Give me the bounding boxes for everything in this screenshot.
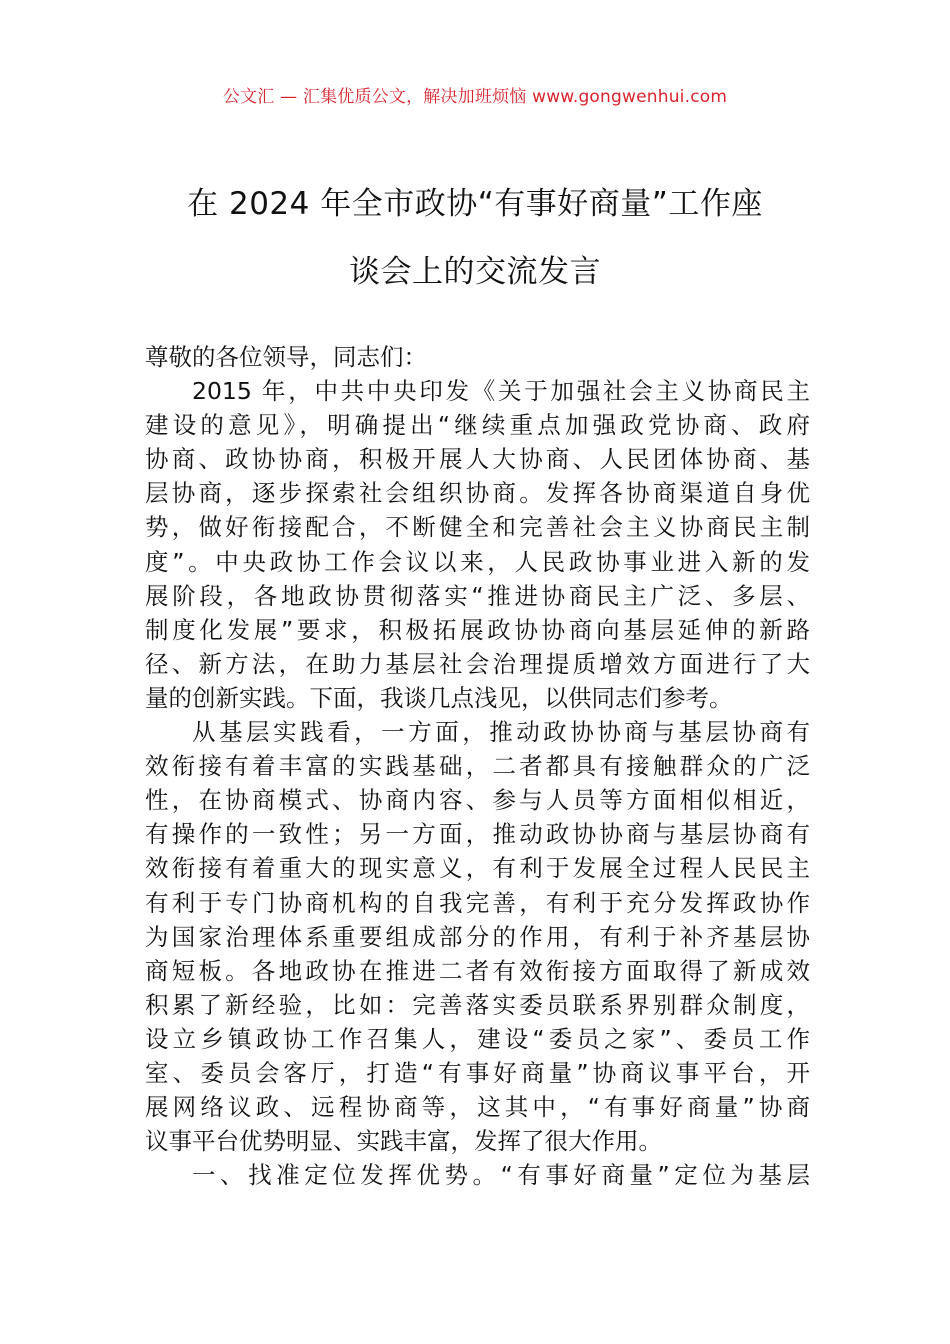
header-banner: 公文汇 — 汇集优质公文，解决加班烦恼 www.gongwenhui.com [222, 87, 728, 107]
paragraph-1-line: 2015 年，中共中央印发《关于加强社会主义协商民主 [192, 377, 810, 406]
paragraph-1-line: 制度化发展”要求，积极拓展政协协商向基层延伸的新路 [145, 615, 810, 644]
paragraph-2-line: 为国家治理体系重要组成部分的作用，有利于补齐基层协 [145, 922, 810, 951]
paragraph-2-line: 有利于专门协商机构的自我完善，有利于充分发挥政协作 [145, 888, 810, 917]
paragraph-2-line: 设立乡镇政协工作召集人，建设“委员之家”、委员工作 [145, 1024, 810, 1053]
title-line: 在 2024 年全市政协“有事好商量”工作座 [187, 186, 763, 222]
paragraph-1-line: 层协商，逐步探索社会组织协商。发挥各协商渠道自身优 [145, 479, 810, 508]
salutation: 尊敬的各位领导，同志们： [145, 343, 427, 371]
paragraph-1-line: 量的创新实践。下面，我谈几点浅见，以供同志们参考。 [145, 683, 733, 712]
paragraph-2-line: 性，在协商模式、协商内容、参与人员等方面相似相近， [145, 786, 810, 815]
paragraph-2-line: 有操作的一致性；另一方面，推动政协协商与基层协商有 [145, 820, 810, 849]
paragraph-1-line: 度”。中央政协工作会议以来，人民政协事业进入新的发 [145, 547, 810, 576]
paragraph-2-line: 商短板。各地政协在推进二者有效衔接方面取得了新成效 [145, 956, 810, 985]
paragraph-2-line: 议事平台优势明显、实践丰富，发挥了很大作用。 [145, 1127, 662, 1156]
paragraph-2-line: 室、委员会客厅，打造“有事好商量”协商议事平台，开 [145, 1058, 810, 1087]
paragraph-2-line: 效衔接有着重大的现实意义，有利于发展全过程人民民主 [145, 854, 810, 883]
paragraph-2-line: 从基层实践看，一方面，推动政协协商与基层协商有 [192, 718, 810, 747]
document-body [145, 340, 810, 1192]
title-line: 谈会上的交流发言 [349, 254, 601, 290]
paragraph-2-line: 展网络议政、远程协商等，这其中，“有事好商量”协商 [145, 1093, 810, 1122]
paragraph-1-line: 协商、政协协商，积极开展人大协商、人民团体协商、基 [145, 445, 810, 474]
paragraph-1-line: 建设的意见》，明确提出“继续重点加强政党协商、政府 [145, 411, 810, 440]
paragraph-1-line: 展阶段，各地政协贯彻落实“推进协商民主广泛、多层、 [145, 581, 810, 610]
paragraph-2-line: 效衔接有着丰富的实践基础，二者都具有接触群众的广泛 [145, 752, 810, 781]
paragraph-1-line: 径、新方法，在助力基层社会治理提质增效方面进行了大 [145, 649, 810, 678]
section-1-heading-line: 一、找准定位发挥优势。“有事好商量”定位为基层 [192, 1161, 810, 1190]
paragraph-2-line: 积累了新经验，比如：完善落实委员联系界别群众制度， [145, 990, 810, 1019]
paragraph-1-line: 势，做好衔接配合，不断健全和完善社会主义协商民主制 [145, 513, 810, 542]
document-title [120, 170, 830, 306]
